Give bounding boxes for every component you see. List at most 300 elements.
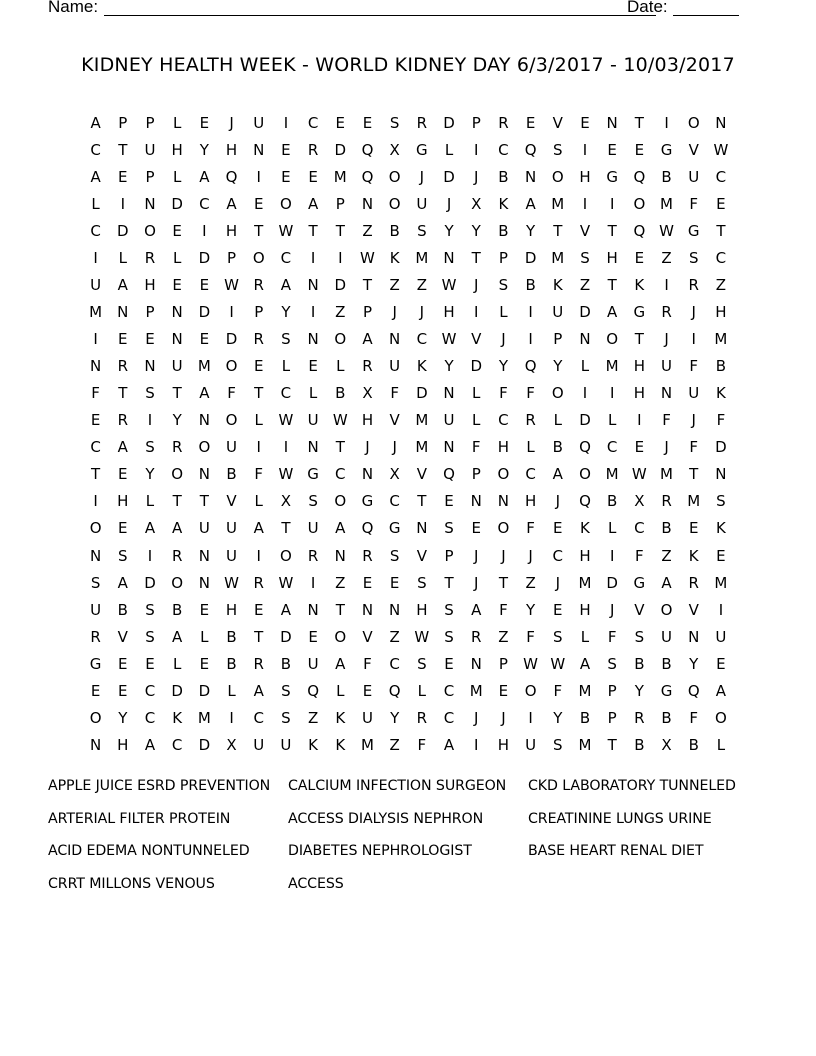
grid-letter[interactable]: C — [715, 249, 727, 268]
grid-letter[interactable]: R — [171, 438, 183, 457]
grid-letter[interactable]: E — [118, 519, 128, 538]
grid-letter[interactable]: B — [688, 735, 699, 754]
grid-letter[interactable]: Y — [118, 708, 128, 727]
grid-letter[interactable]: V — [634, 600, 645, 619]
grid-letter[interactable]: S — [688, 249, 699, 268]
grid-letter[interactable]: K — [688, 546, 699, 565]
grid-letter[interactable]: O — [198, 438, 211, 457]
grid-letter[interactable]: K — [715, 384, 726, 403]
grid-letter[interactable]: E — [199, 600, 210, 619]
grid-letter[interactable]: E — [253, 195, 264, 214]
grid-letter[interactable]: B — [525, 276, 536, 295]
grid-letter[interactable]: U — [715, 627, 727, 646]
grid-letter[interactable]: N — [334, 546, 346, 565]
grid-letter[interactable]: X — [226, 735, 237, 754]
grid-letter[interactable]: D — [524, 249, 537, 268]
grid-letter[interactable]: Y — [390, 708, 400, 727]
grid-letter[interactable]: Q — [633, 168, 646, 187]
grid-letter[interactable]: F — [471, 438, 481, 457]
grid-letter[interactable]: Q — [633, 222, 646, 241]
grid-letter[interactable]: E — [716, 195, 726, 214]
grid-letter[interactable]: L — [472, 384, 481, 403]
grid-letter[interactable]: O — [280, 546, 292, 565]
grid-letter[interactable]: B — [579, 708, 591, 727]
grid-letter[interactable]: B — [661, 519, 672, 538]
grid-letter[interactable]: Q — [579, 438, 591, 457]
grid-letter[interactable]: J — [419, 168, 425, 187]
grid-letter[interactable]: H — [416, 600, 428, 619]
grid-letter[interactable]: E — [553, 519, 563, 538]
grid-letter[interactable]: V — [416, 465, 427, 484]
grid-letter[interactable]: O — [252, 249, 265, 268]
grid-letter[interactable]: B — [335, 384, 346, 403]
grid-letter[interactable]: F — [417, 735, 427, 754]
grid-letter[interactable]: O — [171, 573, 184, 592]
grid-letter[interactable]: U — [198, 519, 210, 538]
grid-letter[interactable]: A — [307, 195, 319, 214]
grid-letter[interactable]: I — [93, 249, 98, 268]
grid-letter[interactable]: S — [634, 627, 645, 646]
grid-letter[interactable]: D — [416, 384, 428, 403]
grid-letter[interactable]: L — [472, 411, 481, 430]
grid-letter[interactable]: U — [226, 519, 238, 538]
grid-letter[interactable]: Q — [225, 168, 238, 187]
grid-letter[interactable]: J — [501, 546, 506, 565]
grid-letter[interactable]: E — [580, 114, 590, 133]
grid-letter[interactable]: E — [199, 330, 210, 349]
grid-letter[interactable]: R — [525, 411, 536, 430]
grid-letter[interactable]: M — [578, 735, 592, 754]
grid-letter[interactable]: H — [524, 492, 537, 511]
grid-letter[interactable]: L — [499, 303, 508, 322]
grid-letter[interactable]: F — [526, 627, 535, 646]
grid-letter[interactable]: T — [553, 222, 563, 241]
grid-letter[interactable]: C — [199, 195, 210, 214]
grid-letter[interactable]: T — [335, 438, 345, 457]
grid-letter[interactable]: L — [336, 357, 345, 376]
grid-letter[interactable]: A — [117, 573, 128, 592]
grid-letter[interactable]: O — [551, 384, 564, 403]
grid-letter[interactable]: D — [171, 195, 183, 214]
grid-letter[interactable]: Z — [389, 276, 400, 295]
grid-letter[interactable]: P — [498, 654, 508, 673]
grid-letter[interactable]: U — [307, 654, 319, 673]
grid-letter[interactable]: R — [144, 249, 156, 268]
grid-letter[interactable]: N — [307, 330, 319, 349]
grid-letter[interactable]: N — [497, 492, 510, 511]
grid-letter[interactable]: C — [144, 708, 156, 727]
grid-letter[interactable]: Z — [416, 276, 427, 295]
grid-letter[interactable]: T — [118, 384, 128, 403]
grid-letter[interactable]: Q — [361, 519, 374, 538]
grid-letter[interactable]: Q — [388, 681, 401, 700]
grid-letter[interactable]: E — [308, 357, 318, 376]
grid-letter[interactable]: A — [335, 519, 346, 538]
grid-letter[interactable]: N — [715, 114, 727, 133]
grid-letter[interactable]: F — [553, 681, 563, 700]
grid-letter[interactable]: F — [363, 654, 372, 673]
grid-letter[interactable]: L — [308, 384, 318, 403]
grid-letter[interactable]: R — [253, 573, 264, 592]
grid-letter[interactable]: G — [307, 465, 319, 484]
grid-letter[interactable]: O — [687, 114, 700, 133]
grid-letter[interactable]: D — [198, 681, 211, 700]
grid-letter[interactable]: C — [552, 546, 564, 565]
grid-letter[interactable]: W — [631, 465, 647, 484]
grid-letter[interactable]: D — [443, 114, 455, 133]
grid-letter[interactable]: Y — [526, 600, 536, 619]
grid-letter[interactable]: C — [443, 681, 455, 700]
grid-letter[interactable]: N — [144, 195, 156, 214]
grid-letter[interactable]: A — [199, 384, 210, 403]
grid-letter[interactable]: F — [499, 600, 508, 619]
grid-letter[interactable]: N — [198, 411, 210, 430]
grid-letter[interactable]: E — [199, 654, 210, 673]
grid-letter[interactable]: B — [280, 654, 292, 673]
grid-letter[interactable]: T — [634, 330, 644, 349]
grid-letter[interactable]: L — [172, 654, 182, 673]
grid-letter[interactable]: H — [144, 276, 156, 295]
grid-letter[interactable]: T — [471, 249, 481, 268]
grid-letter[interactable]: E — [634, 438, 645, 457]
grid-letter[interactable]: S — [498, 276, 509, 295]
grid-letter[interactable]: N — [443, 384, 455, 403]
grid-letter[interactable]: T — [335, 600, 345, 619]
grid-letter[interactable]: C — [90, 438, 101, 457]
grid-letter[interactable]: W — [441, 276, 457, 295]
grid-letter[interactable]: R — [498, 114, 509, 133]
grid-letter[interactable]: C — [525, 465, 536, 484]
grid-letter[interactable]: U — [144, 141, 156, 160]
grid-letter[interactable]: B — [552, 438, 563, 457]
grid-letter[interactable]: R — [688, 573, 699, 592]
grid-letter[interactable]: K — [416, 357, 427, 376]
grid-letter[interactable]: O — [660, 600, 673, 619]
grid-letter[interactable]: T — [254, 222, 264, 241]
grid-letter[interactable]: S — [145, 600, 155, 619]
grid-letter[interactable]: R — [253, 330, 264, 349]
grid-letter[interactable]: N — [307, 276, 319, 295]
grid-letter[interactable]: F — [635, 546, 644, 565]
grid-letter[interactable]: K — [308, 735, 319, 754]
grid-letter[interactable]: I — [637, 411, 642, 430]
grid-letter[interactable]: A — [253, 681, 264, 700]
grid-letter[interactable]: M — [578, 681, 592, 700]
grid-letter[interactable]: T — [199, 492, 209, 511]
grid-letter[interactable]: E — [281, 141, 291, 160]
grid-letter[interactable]: K — [335, 708, 346, 727]
grid-letter[interactable]: S — [281, 681, 291, 700]
grid-letter[interactable]: V — [389, 411, 400, 430]
grid-letter[interactable]: U — [661, 627, 673, 646]
grid-letter[interactable]: L — [172, 114, 182, 133]
grid-letter[interactable]: E — [118, 168, 128, 187]
grid-letter[interactable]: H — [117, 492, 129, 511]
grid-letter[interactable]: B — [661, 654, 672, 673]
grid-letter[interactable]: N — [361, 600, 374, 619]
grid-letter[interactable]: A — [579, 654, 591, 673]
grid-letter[interactable]: I — [147, 411, 153, 430]
grid-letter[interactable]: C — [144, 681, 156, 700]
grid-letter[interactable]: L — [607, 411, 617, 430]
grid-letter[interactable]: N — [660, 384, 673, 403]
grid-letter[interactable]: W — [332, 411, 348, 430]
grid-letter[interactable]: H — [579, 168, 591, 187]
grid-letter[interactable]: G — [660, 141, 673, 160]
grid-letter[interactable]: W — [278, 411, 294, 430]
grid-letter[interactable]: N — [171, 330, 183, 349]
grid-letter[interactable]: J — [446, 195, 452, 214]
grid-letter[interactable]: N — [606, 114, 618, 133]
grid-letter[interactable]: Z — [579, 276, 591, 295]
grid-letter[interactable]: D — [606, 573, 618, 592]
grid-letter[interactable]: O — [89, 519, 102, 538]
grid-letter[interactable]: F — [689, 708, 699, 727]
grid-letter[interactable]: O — [171, 465, 184, 484]
grid-letter[interactable]: O — [280, 195, 292, 214]
grid-letter[interactable]: L — [227, 681, 236, 700]
grid-letter[interactable]: H — [117, 735, 129, 754]
grid-letter[interactable]: S — [118, 546, 128, 565]
grid-letter[interactable]: N — [416, 519, 428, 538]
grid-letter[interactable]: N — [524, 168, 537, 187]
grid-letter[interactable]: A — [280, 600, 292, 619]
grid-letter[interactable]: N — [470, 654, 482, 673]
grid-letter[interactable]: R — [253, 654, 264, 673]
grid-letter[interactable]: N — [443, 438, 455, 457]
grid-letter[interactable]: Q — [579, 492, 591, 511]
grid-letter[interactable]: L — [145, 492, 155, 511]
grid-letter[interactable]: I — [691, 330, 696, 349]
grid-letter[interactable]: T — [716, 222, 726, 241]
grid-letter[interactable]: F — [526, 384, 535, 403]
grid-letter[interactable]: X — [280, 492, 292, 511]
grid-letter[interactable]: N — [198, 546, 210, 565]
grid-letter[interactable]: N — [198, 573, 210, 592]
grid-letter[interactable]: Z — [661, 546, 672, 565]
grid-letter[interactable]: Z — [525, 573, 536, 592]
grid-letter[interactable]: D — [334, 141, 347, 160]
grid-letter[interactable]: N — [389, 330, 401, 349]
grid-letter[interactable]: X — [634, 492, 645, 511]
grid-letter[interactable]: E — [145, 330, 155, 349]
grid-letter[interactable]: Z — [389, 735, 400, 754]
grid-letter[interactable]: T — [254, 627, 264, 646]
grid-letter[interactable]: X — [389, 141, 400, 160]
grid-letter[interactable]: A — [280, 276, 292, 295]
grid-letter[interactable]: I — [609, 195, 615, 214]
grid-letter[interactable]: O — [144, 222, 156, 241]
grid-letter[interactable]: I — [528, 708, 533, 727]
grid-letter[interactable]: H — [633, 384, 645, 403]
grid-letter[interactable]: C — [90, 222, 101, 241]
grid-letter[interactable]: I — [256, 546, 261, 565]
grid-letter[interactable]: Q — [443, 465, 455, 484]
grid-letter[interactable]: V — [688, 600, 699, 619]
grid-letter[interactable]: I — [256, 168, 261, 187]
grid-letter[interactable]: Y — [553, 708, 563, 727]
grid-letter[interactable]: G — [633, 303, 646, 322]
grid-letter[interactable]: Q — [524, 141, 537, 160]
grid-letter[interactable]: M — [415, 438, 429, 457]
grid-letter[interactable]: U — [171, 357, 183, 376]
grid-letter[interactable]: B — [715, 357, 727, 376]
grid-letter[interactable]: R — [416, 708, 428, 727]
grid-letter[interactable]: J — [392, 438, 397, 457]
grid-letter[interactable]: N — [198, 465, 210, 484]
grid-letter[interactable]: D — [144, 573, 156, 592]
grid-letter[interactable]: G — [388, 519, 401, 538]
grid-letter[interactable]: W — [224, 276, 239, 295]
grid-letter[interactable]: V — [471, 330, 482, 349]
grid-letter[interactable]: V — [362, 627, 373, 646]
grid-letter[interactable]: S — [553, 141, 563, 160]
grid-letter[interactable]: U — [661, 357, 673, 376]
grid-letter[interactable]: N — [171, 303, 183, 322]
grid-letter[interactable]: E — [553, 600, 563, 619]
grid-letter[interactable]: V — [552, 114, 563, 133]
grid-letter[interactable]: B — [634, 735, 645, 754]
grid-letter[interactable]: P — [145, 114, 155, 133]
grid-letter[interactable]: J — [555, 573, 560, 592]
grid-letter[interactable]: U — [416, 195, 428, 214]
grid-letter[interactable]: M — [714, 573, 728, 592]
grid-letter[interactable]: R — [688, 276, 699, 295]
name-blank-line[interactable] — [104, 15, 656, 16]
grid-letter[interactable]: W — [550, 654, 566, 673]
grid-letter[interactable]: U — [226, 438, 238, 457]
grid-letter[interactable]: R — [117, 357, 128, 376]
grid-letter[interactable]: Y — [172, 411, 182, 430]
grid-letter[interactable]: P — [227, 249, 237, 268]
grid-letter[interactable]: E — [335, 114, 346, 133]
grid-letter[interactable]: A — [552, 465, 563, 484]
grid-letter[interactable]: L — [607, 519, 617, 538]
grid-letter[interactable]: W — [441, 330, 457, 349]
grid-letter[interactable]: P — [145, 303, 155, 322]
grid-letter[interactable]: K — [634, 276, 645, 295]
grid-letter[interactable]: P — [145, 168, 155, 187]
grid-letter[interactable]: F — [662, 411, 671, 430]
grid-letter[interactable]: B — [498, 168, 509, 187]
grid-letter[interactable]: U — [307, 519, 319, 538]
grid-letter[interactable]: Z — [307, 708, 319, 727]
grid-letter[interactable]: J — [474, 276, 479, 295]
grid-letter[interactable]: E — [634, 141, 645, 160]
grid-letter[interactable]: P — [335, 195, 345, 214]
grid-letter[interactable]: U — [688, 168, 700, 187]
grid-letter[interactable]: I — [338, 249, 343, 268]
grid-letter[interactable]: I — [93, 330, 98, 349]
grid-letter[interactable]: B — [661, 168, 672, 187]
grid-letter[interactable]: H — [497, 438, 510, 457]
grid-letter[interactable]: F — [499, 384, 508, 403]
grid-letter[interactable]: C — [389, 654, 400, 673]
grid-letter[interactable]: S — [580, 249, 590, 268]
grid-letter[interactable]: N — [443, 249, 455, 268]
grid-letter[interactable]: V — [579, 222, 591, 241]
grid-letter[interactable]: E — [172, 276, 182, 295]
grid-letter[interactable]: M — [415, 249, 429, 268]
grid-letter[interactable]: P — [118, 114, 128, 133]
grid-letter[interactable]: W — [360, 249, 375, 268]
grid-letter[interactable]: T — [308, 222, 318, 241]
grid-letter[interactable]: U — [226, 546, 238, 565]
grid-letter[interactable]: D — [280, 627, 292, 646]
grid-letter[interactable]: P — [471, 114, 481, 133]
grid-letter[interactable]: K — [335, 735, 346, 754]
grid-letter[interactable]: L — [444, 141, 454, 160]
grid-letter[interactable]: O — [497, 465, 510, 484]
grid-letter[interactable]: F — [254, 465, 264, 484]
grid-letter[interactable]: B — [607, 492, 618, 511]
grid-letter[interactable]: I — [609, 384, 615, 403]
grid-letter[interactable]: P — [498, 249, 508, 268]
grid-letter[interactable]: P — [607, 708, 617, 727]
grid-letter[interactable]: G — [687, 222, 700, 241]
grid-letter[interactable]: J — [365, 438, 370, 457]
grid-letter[interactable]: N — [715, 465, 727, 484]
grid-letter[interactable]: P — [553, 330, 563, 349]
grid-letter[interactable]: S — [145, 438, 155, 457]
grid-letter[interactable]: Z — [498, 627, 509, 646]
grid-letter[interactable]: U — [361, 708, 373, 727]
grid-letter[interactable]: C — [171, 735, 183, 754]
grid-letter[interactable]: O — [225, 357, 238, 376]
grid-letter[interactable]: L — [580, 627, 590, 646]
grid-letter[interactable]: U — [443, 411, 455, 430]
grid-letter[interactable]: L — [172, 168, 182, 187]
grid-letter[interactable]: C — [634, 519, 645, 538]
grid-letter[interactable]: L — [526, 438, 535, 457]
grid-letter[interactable]: Z — [362, 222, 373, 241]
grid-letter[interactable]: K — [172, 708, 183, 727]
grid-letter[interactable]: P — [607, 681, 617, 700]
grid-letter[interactable]: H — [606, 249, 618, 268]
grid-letter[interactable]: Y — [553, 357, 563, 376]
grid-letter[interactable]: Y — [444, 357, 454, 376]
grid-letter[interactable]: K — [580, 519, 590, 538]
grid-letter[interactable]: J — [664, 330, 669, 349]
grid-letter[interactable]: J — [474, 168, 479, 187]
grid-letter[interactable]: J — [229, 114, 234, 133]
grid-letter[interactable]: A — [471, 600, 482, 619]
grid-letter[interactable]: E — [607, 141, 617, 160]
grid-letter[interactable]: L — [200, 627, 209, 646]
grid-letter[interactable]: M — [551, 249, 565, 268]
grid-letter[interactable]: E — [688, 519, 699, 538]
grid-letter[interactable]: I — [120, 195, 125, 214]
grid-letter[interactable]: E — [362, 573, 373, 592]
grid-letter[interactable]: A — [607, 303, 618, 322]
grid-letter[interactable]: W — [224, 573, 239, 592]
grid-letter[interactable]: E — [281, 168, 291, 187]
grid-letter[interactable]: X — [661, 735, 672, 754]
grid-letter[interactable]: W — [278, 573, 294, 592]
grid-letter[interactable]: T — [91, 465, 101, 484]
grid-letter[interactable]: A — [117, 438, 128, 457]
grid-letter[interactable]: J — [474, 573, 479, 592]
grid-letter[interactable]: M — [469, 681, 483, 700]
grid-letter[interactable]: Y — [498, 357, 508, 376]
grid-letter[interactable]: P — [444, 546, 454, 565]
grid-letter[interactable]: N — [89, 357, 102, 376]
grid-letter[interactable]: E — [172, 222, 182, 241]
grid-letter[interactable]: J — [691, 411, 696, 430]
grid-letter[interactable]: S — [145, 627, 155, 646]
grid-letter[interactable]: J — [474, 546, 479, 565]
grid-letter[interactable]: R — [171, 546, 183, 565]
